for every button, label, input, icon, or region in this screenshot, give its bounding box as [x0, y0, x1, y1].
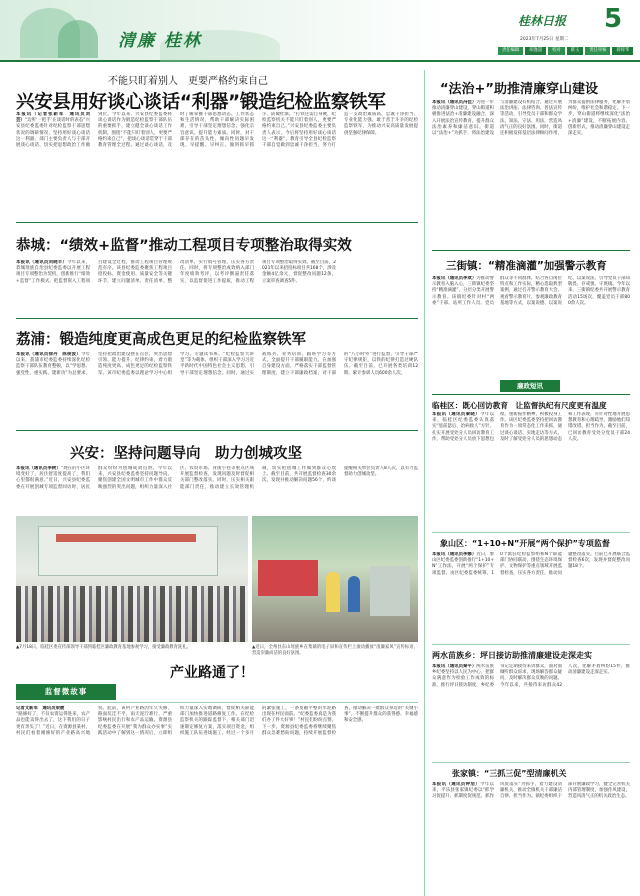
photo-caption-1: ▲7月18日，临桂区委宣传部领导干部到临桂区廉政教育基地参观学习，接受廉政教育洗礼。 [16, 645, 191, 650]
section-rule [16, 430, 418, 431]
brief-3-text: 两水苗族乡纪委坚持以人民为中心，把群众满意作为检验工作成效的标准，推行坪日接访制度，乡纪委书记定期接待来访群众，面对面倾听群众诉求，现场解答群众疑问，及时解决群众反映的问题。今年以来，共接待来访群众42人次，化解矛盾纠纷15件，推动清廉建设走深走实。 [432, 664, 630, 688]
brief-2-headline: 象山区：“1+10+N”开展“两个保护”专项监督 [440, 539, 610, 548]
lead-kicker: 不能只盯着别人 更要严格约束自己 [108, 76, 268, 87]
section-rule [432, 644, 630, 645]
storefront [370, 566, 410, 616]
lipu-byline: 本报讯（通讯员徐丹 陈俊波） [16, 352, 81, 357]
brief-3-byline: 本报讯（通讯员秦平） [432, 664, 477, 669]
lead-body [16, 112, 418, 220]
editor-label: 责任编辑 [498, 47, 523, 55]
visitor-group [16, 586, 248, 642]
brief-3-headline: 两水苗族乡：坪日接访助推清廉建设走深走实 [432, 651, 592, 660]
paper-name: 桂林日报 [518, 14, 567, 28]
story-byline: 记者文新军 通讯员梁媛 [16, 706, 65, 711]
brief-1-body [432, 412, 630, 530]
brief-1-headline: 临桂区：既心回访教育 让监督执纪有尺度更有温度 [432, 401, 607, 410]
brief-1-text: 今年以来，临桂区纪委监委认真落实“惩前毖后、治病救人”方针，扎实开展受处分人员回访教育工作，帮助受处分人员放下思想包袱，重新振作精神，积极投身工作。该区纪委监委坚持把回访教育作为一项常态化工作来抓，通过谈心谈话、实地走访等方式，及时了解受处分人员的思想动态和工作表现，有针对性地开展思想教育和心理疏导，激励他们知错改错、担当作为。截至目前，已回访教育受处分党员干部24人次。 [432, 412, 630, 442]
brief-3-body [432, 664, 630, 760]
propaganda-board [258, 560, 318, 596]
xingan-text: “现在的小区环境变好了，居住舒适度提高了，我们心里都很满意。”近日，兴安县纪委监委在开展创城专项监督回访时，居民群众纷纷为创城成效点赞。今年以来，兴安县纪委监委坚持问题导向，聚焦创建全国文明城市工作中群众反映强烈的突出问题，组织力量深入社区、农贸市场、背街小巷等重点区域开展监督检查，发现问题及时督促相关部门整改落实。同时，压实相关职能部门责任，推动建立长效管理机制，切实把创城工作做到群众心坎上。截至目前，共开展监督检查30余次，发现并推动解决问题56个，约谈提醒相关单位负责人8人次，以有力监督助力创城攻坚。 [16, 466, 418, 490]
page-number: 5 [604, 4, 623, 34]
section-tag-brief-news: 廉政短讯 [500, 380, 560, 392]
section-rule [432, 532, 630, 533]
exhibition-banner [56, 534, 196, 542]
lead-text: “边听‘一把手’在谈话时的表态”兴安县纪委监委针对纪检监察干部思想状况的调研情况，坚持用好谈心谈话这一利器，部门主要负责人与干部开展谈心谈话，切实把思想政治工作做到位。今年以来，兴安县纪委监委将谈心谈话作为锻造纪检监察干部队伍的重要抓手，建立健全谈心谈话工作机制，围绕“不能只盯着别人，更要严格约束自己”，把谈心谈话贯穿于干部教育管理全过程。通过谈心谈话，及时了解掌握干部思想动态、工作状态和生活情况，帮助干部解决实际困难，引导干部坚定理想信念、强化宗旨意识、提升能力素质。同时，对干部存在的苗头性、倾向性问题早发现、早提醒、早纠正，做到抓早抓小、防微杜渐。“打铁还需自身硬，纪检监察机关不能只盯着别人，更要严格约束自己。”兴安县纪委监委主要负责人表示，今后将坚持用好谈心谈话这一“利器”，教育引导全县纪检监察干部自觉做到忠诚干净担当，努力打造一支政治素质高、忠诚干净担当、专业化能力强、敢于善于斗争的纪检监察铁军，为推动兴安高质量发展提供坚强纪律保障。 [16, 112, 418, 149]
editor-bar [498, 47, 635, 55]
lipu-headline: 荔浦：锻造纯度更高成色更足的纪检监察铁军 [16, 332, 306, 348]
section-tag-micro-story: 监督微故事 [16, 684, 116, 700]
gongcheng-byline: 本报讯（通讯员刘晓丰） [16, 260, 68, 265]
section-rule [432, 394, 630, 395]
proof-name: 蔡玉 [567, 47, 584, 55]
sanjie-byline: 本报讯（通讯员李欢） [432, 276, 477, 281]
review-label: 责任审核 [585, 47, 610, 55]
column-divider [424, 70, 425, 896]
lead-headline: 兴安县用好谈心谈话“利器”锻造纪检监察铁军 [16, 92, 386, 113]
brief-4-headline: 张家镇：“三抓三促”型清廉机关 [452, 769, 567, 778]
lipu-text: 今年以来，荔浦市纪委监委持续深化纪检监察干部队伍教育整顿，以“学思想、强党性、重实践、建新功”为总要求，坚持把政治建设摆在首位，突出思想引领、能力提升、纪律约束，着力锻造纯度更高、成色更足的纪检监察铁军。该市纪委监委以理论学习中心组学习、专题读书班、“纪检监察大讲堂”等为载体，组织干部深入学习习近平新时代中国特色社会主义思想，引导干部坚定理想信念。同时，通过实战练兵、业务培训、跟班学习等方式，全面提升干部履职能力。在加强自身建设方面，严格落实干部监督管理制度，建立干部廉政档案，对干部的“八小时外”进行监督，引导干部严守纪律规矩，以铁的纪律打造过硬队伍。截至目前，已开展各类培训12期，累计参训人员600余人次。 [16, 352, 418, 376]
brief-2-text: 近日，象山区纪委监委创新推行“1+10+N”工作法，开展“两个保护”专项监督。由区纪委监委统筹，10个派驻纪检监察组和N个职能部门协同联动，围绕生态环境保护、文物保护等重点领域开展监督检查，压实各方责任，推动问题整改落实。目前已开展联合监督检查6次，发现并督促整改问题18个。 [432, 552, 630, 576]
proof-label: 校对 [548, 47, 565, 55]
right-top-text: 为进一步推动清廉穿山建设，穿山街道积极推进法治+清廉建设融合，深入开展法治宣传教育，提升群众法治素养和廉洁意识。街道以“法治+”为抓手，将法治建设与清廉建设有机结合，通过开展法治讲座、法律咨询、普法宣传等活动，引导党员干部和群众学法、知法、守法、用法，营造风清气正的良好氛围。同时，街道还积极发挥基层法律顾问作用，为群众提供法律服务，化解矛盾纠纷，维护社会和谐稳定。下一步，穿山街道将继续深化“法治+清廉”建设，不断拓展内容、创新形式，推动清廉穿山建设走深走实。 [432, 100, 630, 137]
gongcheng-headline: 恭城：“绩效+监督”推动工程项目专项整治取得实效 [16, 238, 352, 254]
xingan-byline: 本报讯（通讯员李树） [16, 466, 61, 471]
xingan-headline: 兴安：坚持问题导向 助力创城攻坚 [70, 446, 302, 462]
person-figure [326, 572, 340, 612]
issue-date: 2023年7月25日 星期二 [520, 37, 569, 42]
section-rule [16, 702, 418, 703]
lotus-decoration [58, 20, 98, 58]
brief-1-byline: 本报讯（通讯员秦晓） [432, 412, 480, 417]
column-title: 清廉 桂林 [118, 31, 202, 51]
photo-caption-2: ▲近日，全州县东山瑶族乡在集镇的电子屏和宣传栏上滚动播放“清廉家风”宣传标语，营造崇廉尚洁的良好氛围。 [252, 645, 418, 656]
sanjie-headline: 三街镇：“精准滴灌”加强警示教育 [446, 260, 607, 272]
section-rule [16, 318, 418, 319]
sanjie-text: 为推动警示教育入脑入心，三街镇纪委坚持“精准滴灌”，分层分类开展警示教育。该镇纪委针对村“两委”干部、站所工作人员、党员群众等不同群体，结合各自岗位特点和工作实际，精心选取典型案例，通过召开警示教育大会、观看警示教育片、参观廉政教育基地等方式，以案说德、以案说纪、以案说法，引导党员干部知敬畏、存戒惧、守底线。今年以来，三街镇纪委共开展警示教育活动15场次，覆盖党员干部800余人次。 [432, 276, 630, 306]
lipu-body [16, 352, 418, 428]
brief-2-body [432, 552, 630, 642]
xingan-body [16, 466, 418, 514]
sanjie-body [432, 276, 630, 378]
review-name: 蒋梓华 [612, 47, 633, 55]
story-text: “路修好了，不仅农资运得进来，农产品也能卖得出去了，这下我们的日子更有奔头了！”近日，在资源县某村，村民们看着刚修好的产业路高兴地说。此前，该村产业路因年久失修，路面坑洼不平，雨天泥泞难行，严重影响村民出行和农产品运输。资源县纪委监委在开展“我为群众办实事”实践活动中了解到这一情况后，立即组织力量深入实地调研，督促相关职能部门加快推进道路修复工作。在纪检监察机关的跟踪监督下，相关部门迅速制定修复方案，落实项目资金，组织施工队伍进场施工。经过一个多月的紧张施工，一条宽敞平整的水泥路出现在村民面前。“纪委监委真是为我们办了件大好事！”村民们纷纷点赞。下一步，资源县纪委监委将继续聚焦群众急难愁盼问题，持续开展监督检查，推动解决一批群众身边的“关键小事”，不断提升群众的获得感、幸福感和安全感。 [16, 706, 418, 736]
right-top-byline: 本报讯（通讯员冯佳） [432, 100, 477, 105]
photo-exhibition-visit [16, 516, 248, 642]
section-rule [432, 250, 630, 251]
editor-name: 胡逢超 [525, 47, 546, 55]
lead-byline: 本报讯（记者张新军 通讯员刘芸） [16, 112, 90, 124]
right-top-body [432, 100, 630, 248]
person-figure [348, 576, 360, 612]
gongcheng-text: 今年以来，恭城瑶族自治县纪委监委以开展工程项目专项整治为契机，创新推行“绩效+监督”工作模式，把监督嵌入工程项目建设全过程，推动工程项目管理规范有序。该县纪委监委聚焦工程项目招投标、资金使用、质量安全等关键环节，建立问题清单、责任清单、整改清单，实行销号管理，压实各方责任。同时，将专项整治成效纳入部门年度绩效考评，以考评倒逼责任落实，以监督促进工作提质，推动工程项目专项整治取得实效。截至目前，2021年以来招投标项目共168个，涉及金额4亿余元，督促整改问题12条，立案审查调查5件。 [16, 260, 336, 284]
brief-4-text: 今年以来，平乐县张家镇纪委以“抓学习促提升、抓制度促规范、抓作风促落实”为抓手，着力建设清廉机关，推动全镇机关干部廉洁自律、担当作为。镇纪委组织干部开展廉政学习，健全完善机关内部管理制度，加强作风建设，营造风清气正的机关政治生态。 [432, 782, 630, 800]
brief-4-byline: 本报讯（通讯员钟浩） [432, 782, 480, 787]
section-rule [432, 762, 630, 763]
story-body [16, 706, 418, 892]
story-headline: 产业路通了！ [170, 665, 254, 681]
gongcheng-body [16, 260, 418, 316]
right-top-headline: “法治+”助推清廉穿山建设 [440, 82, 598, 97]
brief-4-body [432, 782, 630, 890]
brief-2-byline: 本报讯（通讯员李娜） [432, 552, 477, 557]
section-rule [16, 222, 418, 223]
photo-banner-street [252, 516, 418, 642]
